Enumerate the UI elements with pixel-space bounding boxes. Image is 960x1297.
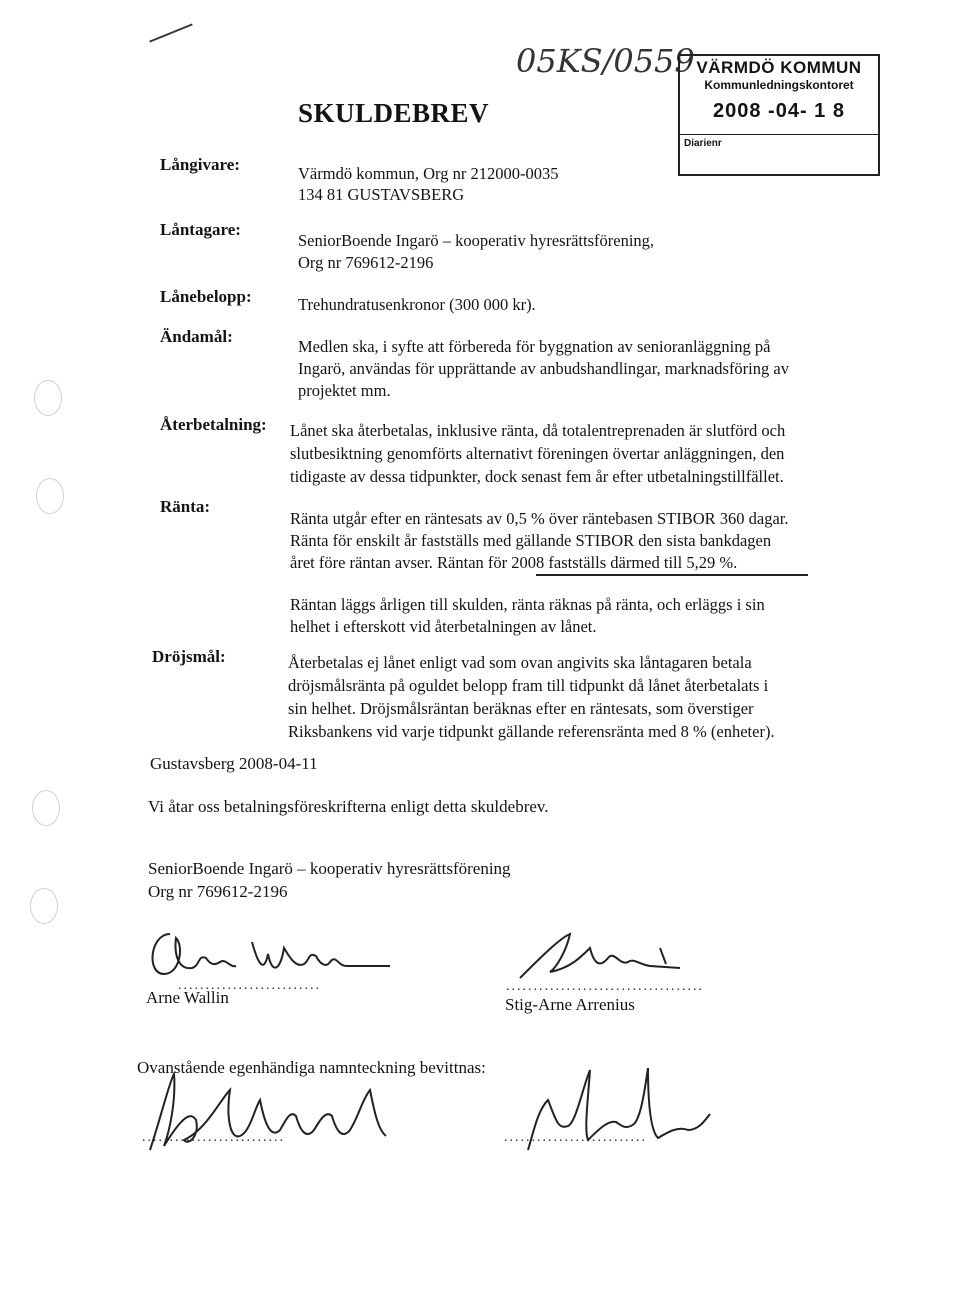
label-langivare: Långivare: [160, 155, 240, 174]
stamp-org: VÄRMDÖ KOMMUN [696, 58, 862, 77]
label-lanebelopp: Lånebelopp: [160, 287, 252, 306]
value-ranta-extra-1: Räntan läggs årligen till skulden, ränta räknas på ränta, och erläggs i sin [290, 595, 765, 614]
value-lantagare-1: SeniorBoende Ingarö – kooperativ hyresrättsförening, [298, 231, 655, 250]
punch-hole [32, 790, 60, 826]
value-ranta-3: året före räntan avser. Räntan för 2008 fastställs därmed till 5,29 %. [290, 553, 738, 572]
value-drojsmal-4: Riksbankens vid varje tidpunkt gällande referensränta med 8 % (enheter). [288, 722, 775, 741]
value-drojsmal-3: sin helhet. Dröjsmålsräntan beräknas efter en räntesats, som överstiger [288, 699, 754, 718]
signatory-1-name: Arne Wallin [146, 988, 229, 1007]
value-lantagare-2: Org nr 769612-2196 [298, 253, 434, 272]
punch-hole [36, 478, 64, 514]
signatory-2-name: Stig-Arne Arrenius [505, 995, 635, 1014]
value-ranta-2: Ränta för enskilt år fastställs med gällande STIBOR den sista bankdagen [290, 531, 772, 550]
borrower-name: SeniorBoende Ingarö – kooperativ hyresrättsförening [148, 859, 511, 878]
value-langivare-1: Värmdö kommun, Org nr 212000-0035 [298, 164, 559, 183]
pen-mark [149, 23, 192, 42]
signature-line-1: .......................... [178, 978, 321, 993]
document-title: SKULDEBREV [298, 98, 490, 128]
stamp-diarienr-label: Diarienr [684, 138, 722, 149]
value-aterbetalning-1: Lånet ska återbetalas, inklusive ränta, då totalentreprenaden är slutförd och [290, 421, 786, 440]
value-ranta-1: Ränta utgår efter en räntesats av 0,5 % över räntebasen STIBOR 360 dagar. [290, 509, 789, 528]
witness-line-2: .......................... [504, 1130, 647, 1145]
value-drojsmal-2: dröjsmålsränta på oguldet belopp fram till tidpunkt då lånet återbetalats i [288, 676, 769, 695]
label-aterbetalning: Återbetalning: [160, 415, 267, 434]
value-drojsmal-1: Återbetalas ej lånet enligt vad som ovan angivits ska låntagaren betala [288, 653, 752, 672]
value-ranta-extra-2: helhet i efterskott vid återbetalningen av lånet. [290, 617, 597, 636]
label-ranta: Ränta: [160, 497, 211, 516]
handwritten-underline [536, 574, 808, 576]
label-lantagare: Låntagare: [160, 220, 241, 239]
value-lanebelopp: Trehundratusenkronor (300 000 kr). [298, 295, 536, 314]
witness-text: Ovanstående egenhändiga namnteckning bevittnas: [137, 1058, 486, 1077]
value-aterbetalning-2: slutbesiktning genomförts alternativt föreningen övertar anläggningen, den [290, 444, 785, 463]
value-andamal-2: Ingarö, användas för upprättande av anbudshandlingar, marknadsföring av [298, 359, 789, 378]
punch-hole [34, 380, 62, 416]
value-langivare-2: 134 81 GUSTAVSBERG [298, 185, 465, 204]
witness-line-1: .......................... [142, 1130, 285, 1145]
value-andamal-1: Medlen ska, i syfte att förbereda för byggnation av senioranläggning på [298, 337, 771, 356]
label-andamal: Ändamål: [160, 327, 233, 346]
value-aterbetalning-3: tidigaste av dessa tidpunkter, dock senast fem år efter utbetalningstillfället. [290, 467, 784, 486]
signature-line-2: .................................... [506, 979, 704, 994]
stamp-dept: Kommunledningskontoret [704, 78, 854, 92]
handwritten-reference: 05KS/0559 [516, 42, 695, 80]
signature-arne-wallin [140, 924, 400, 984]
value-andamal-3: projektet mm. [298, 381, 391, 400]
place-date: Gustavsberg 2008-04-11 [150, 754, 318, 773]
label-drojsmal: Dröjsmål: [152, 647, 226, 666]
received-stamp [678, 54, 880, 176]
borrower-orgnr: Org nr 769612-2196 [148, 882, 288, 901]
commitment-text: Vi åtar oss betalningsföreskrifterna enligt detta skuldebrev. [148, 797, 549, 816]
stamp-date: 2008 -04- 1 8 [713, 100, 845, 122]
stamp-divider [680, 134, 878, 135]
punch-hole [30, 888, 58, 924]
